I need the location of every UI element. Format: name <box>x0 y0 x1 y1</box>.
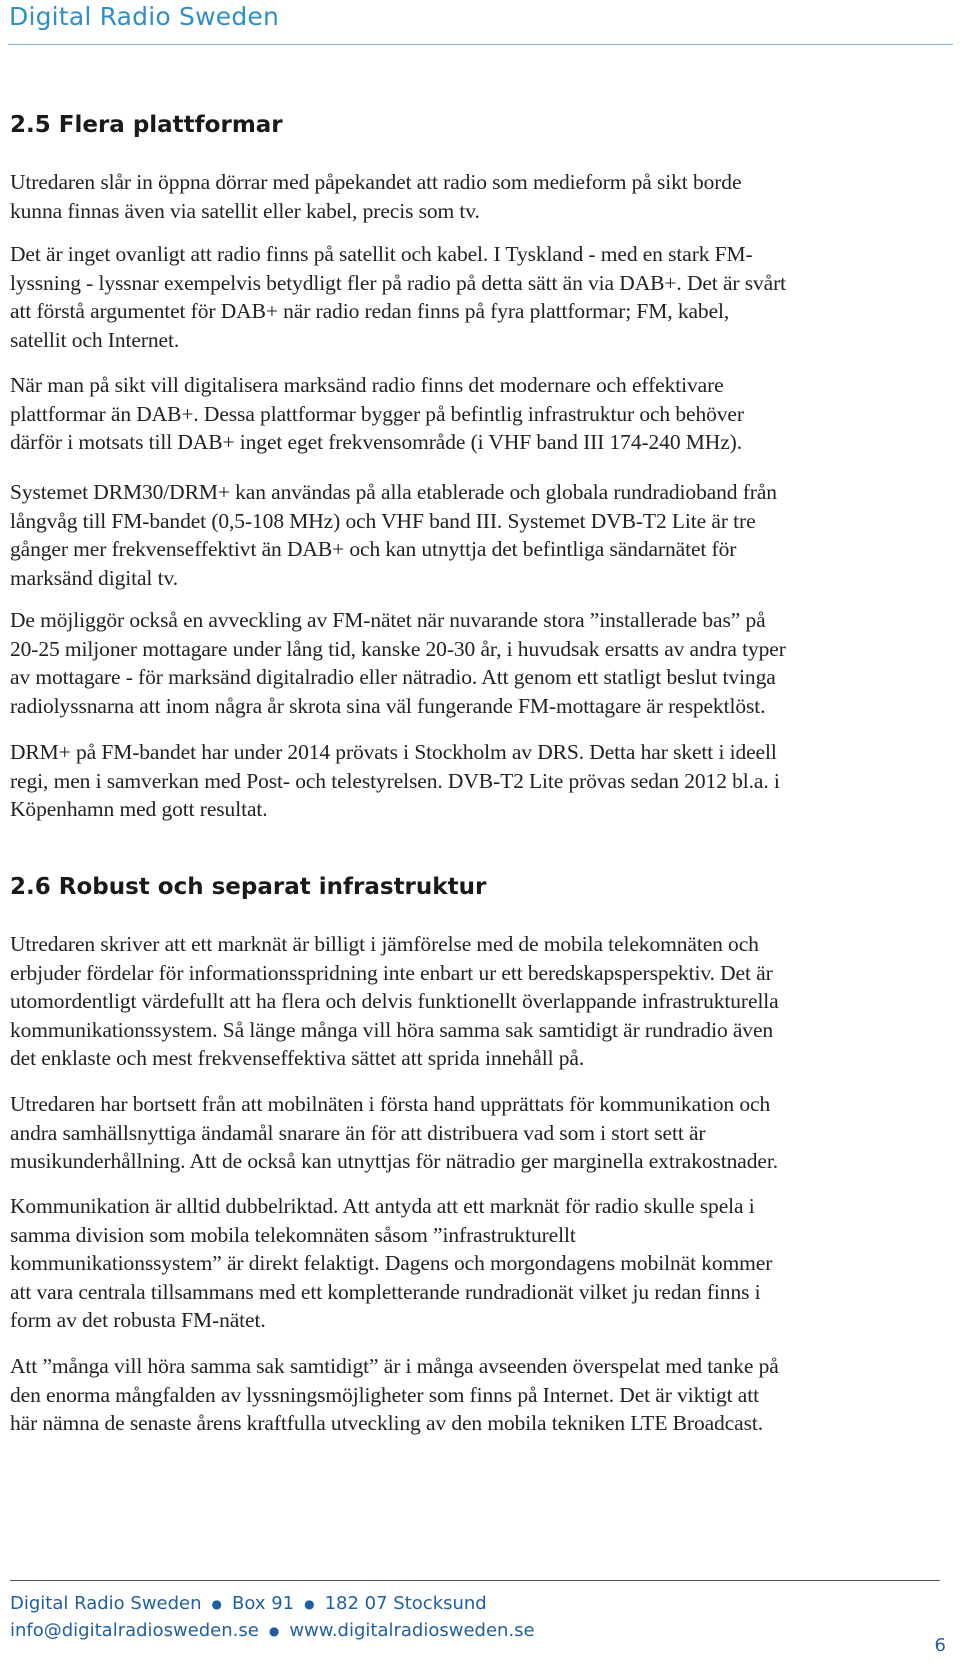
paragraph <box>10 930 950 1073</box>
paragraph-line: här nämna de senaste årens kraftfulla utveckling av den mobila tekniken LTE Broadcast. <box>10 1411 763 1436</box>
paragraph-line: Utredaren slår in öppna dörrar med påpekandet att radio som medieform på sikt borde <box>10 170 742 194</box>
footer-box: Box 91 <box>232 1593 295 1614</box>
footer-contact <box>10 1620 535 1641</box>
footer-email[interactable]: info@digitalradiosweden.se <box>10 1620 259 1641</box>
paragraph-line: långvåg till FM-bandet (0,5-108 MHz) och VHF band III. Systemet DVB-T2 Lite är tre <box>10 508 756 533</box>
paragraph-line: den enorma mångfalden av lyssningsmöjligheter som finns på Internet. Det är viktigt att <box>10 1382 759 1407</box>
bullet-icon: ● <box>268 1624 280 1638</box>
paragraph-line: Köpenhamn med gott resultat. <box>10 797 268 822</box>
paragraph <box>10 1352 950 1438</box>
section-heading: 2.5 Flera plattformar <box>10 112 283 138</box>
paragraph-line: radiolyssnarna att inom några år skrota sina väl fungerande FM-mottagare är respektlöst. <box>10 693 766 718</box>
paragraph-line: att vara centrala tillsammans med ett kompletterande rundradionät vilket ju redan finns i <box>10 1279 761 1304</box>
paragraph-line: musikunderhållning. Att de också kan utnyttjas för nätradio ger marginella extrakostnader. <box>10 1149 778 1174</box>
paragraph-line: kommunikationssystem” är direkt felaktigt. Dagens och morgondagens mobilnät kommer <box>10 1251 773 1276</box>
paragraph-line: att förstå argumentet för DAB+ när radio redan finns på fyra plattformar; FM, kabel, <box>10 299 730 324</box>
paragraph-line: det enklaste och mest frekvenseffektiva sättet att sprida innehåll på. <box>10 1046 585 1071</box>
bullet-icon: ● <box>211 1597 223 1611</box>
paragraph-line: regi, men i samverkan med Post- och telestyrelsen. DVB-T2 Lite prövas sedan 2012 bl.a. i <box>10 768 780 793</box>
paragraph-line: därför i motsats till DAB+ inget eget frekvensområde (i VHF band III 174-240 MHz). <box>10 430 742 455</box>
paragraph-line: gånger mer frekvenseffektivt än DAB+ och kan utnyttja det befintliga sändarnätet för <box>10 537 737 562</box>
paragraph-line: DRM+ på FM-bandet har under 2014 prövats i Stockholm av DRS. Detta har skett i ideell <box>10 740 777 764</box>
paragraph-line: andra samhällsnyttiga ändamål snarare än för att distribuera vad som i stort sett är <box>10 1120 706 1145</box>
page-number: 6 <box>934 1635 946 1656</box>
paragraph-line: Utredaren har bortsett från att mobilnäten i första hand upprättats för kommunikation och <box>10 1092 771 1116</box>
paragraph <box>10 371 950 457</box>
footer-web[interactable]: www.digitalradiosweden.se <box>289 1620 535 1641</box>
paragraph <box>10 1192 950 1335</box>
paragraph-line: samma division som mobila telekomnäten såsom ”infrastrukturellt <box>10 1222 576 1247</box>
bullet-icon: ● <box>304 1597 315 1611</box>
paragraph-line: erbjuder fördelar för informationsspridning inte enbart ur ett beredskapsperspektiv. Det är <box>10 960 773 985</box>
paragraph <box>10 478 950 592</box>
footer-org: Digital Radio Sweden <box>10 1593 202 1614</box>
paragraph-line: 20-25 miljoner mottagare under lång tid, kanske 20-30 år, i huvudsak ersatts av andra typer <box>10 636 786 661</box>
paragraph <box>10 738 950 824</box>
header-title: Digital Radio Sweden <box>9 2 280 31</box>
footer-postal: 182 07 Stocksund <box>324 1593 487 1614</box>
paragraph-line: kommunikationssystem. Så länge många vill höra samma sak samtidigt är rundradio även <box>10 1017 774 1042</box>
paragraph-line: kunna finnas även via satellit eller kabel, precis som tv. <box>10 198 480 223</box>
paragraph-line: De möjliggör också en avveckling av FM-nätet när nuvarande stora ”installerade bas” på <box>10 608 766 632</box>
paragraph-line: satellit och Internet. <box>10 327 180 352</box>
paragraph-line: Att ”många vill höra samma sak samtidigt” är i många avseenden överspelat med tanke på <box>10 1354 779 1378</box>
paragraph <box>10 240 950 354</box>
paragraph-line: Utredaren skriver att ett marknät är billigt i jämförelse med de mobila telekomnäten och <box>10 932 759 956</box>
footer-divider <box>10 1580 940 1581</box>
header-divider <box>8 44 953 45</box>
paragraph-line: Kommunikation är alltid dubbelriktad. Att antyda att ett marknät för radio skulle spela i <box>10 1194 755 1218</box>
paragraph <box>10 606 950 720</box>
paragraph <box>10 168 950 225</box>
section-heading: 2.6 Robust och separat infrastruktur <box>10 874 487 900</box>
paragraph-line: När man på sikt vill digitalisera marksänd radio finns det modernare och effektivare <box>10 373 724 397</box>
paragraph-line: marksänd digital tv. <box>10 565 178 590</box>
paragraph-line: Det är inget ovanligt att radio finns på satellit och kabel. I Tyskland - med en stark FM- <box>10 242 753 266</box>
paragraph-line: utomordentligt värdefullt att ha flera och delvis funktionellt överlappande infrastrukturella <box>10 989 779 1014</box>
paragraph-line: av mottagare - för marksänd digitalradio eller nätradio. Att genom ett statligt beslut tvinga <box>10 665 776 690</box>
paragraph-line: Systemet DRM30/DRM+ kan användas på alla etablerade och globala rundradioband från <box>10 480 777 504</box>
paragraph-line: form av det robusta FM-nätet. <box>10 1308 266 1333</box>
paragraph-line: plattformar än DAB+. Dessa plattformar bygger på befintlig infrastruktur och behöver <box>10 401 744 426</box>
paragraph <box>10 1090 950 1176</box>
paragraph-line: lyssning - lyssnar exempelvis betydligt fler på radio på detta sätt än via DAB+. Det är svårt <box>10 270 787 295</box>
footer-address <box>10 1593 487 1614</box>
